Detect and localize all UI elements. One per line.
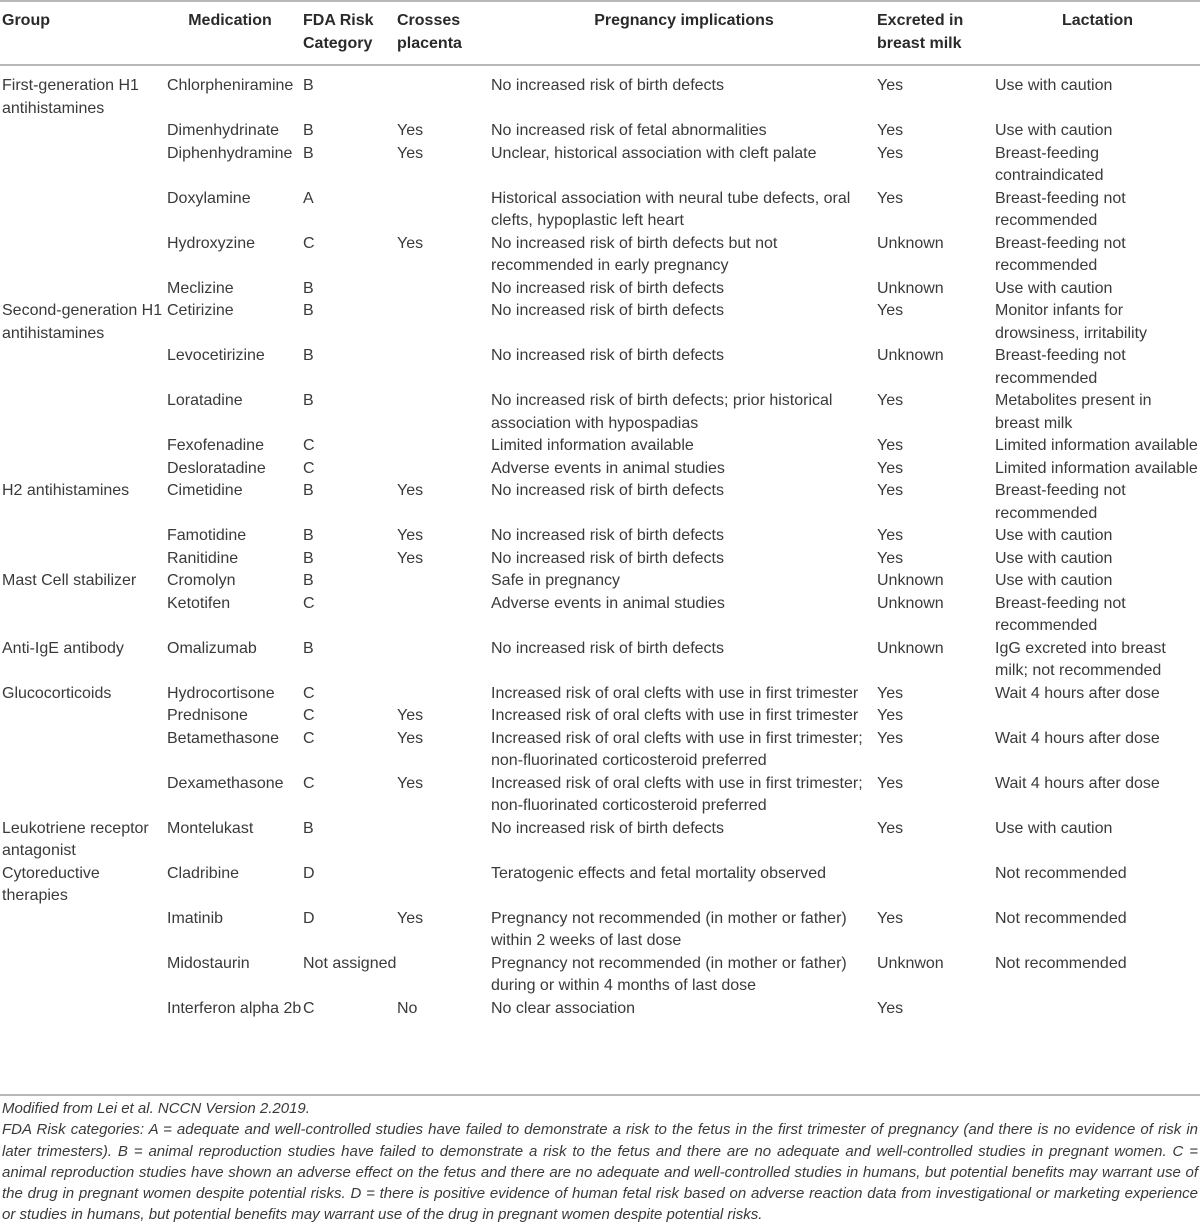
cell-lactation: Not recommended [995, 909, 1127, 927]
cell-fda: B [303, 549, 314, 567]
cell-crosses [397, 638, 491, 683]
cell-excreted: Yes [877, 819, 904, 837]
cell-lactation: Breast-feeding not recommended [995, 482, 1126, 522]
cell-crosses [397, 953, 491, 998]
cell-pregnancy: No increased risk of birth defects [491, 549, 724, 567]
cell-pregnancy: Safe in pregnancy [491, 572, 620, 589]
cell-pregnancy: No increased risk of fetal abnormalities [491, 122, 767, 139]
table-body [0, 65, 1200, 1020]
cell-medication: Desloratadine [167, 459, 266, 477]
cell-group: H2 antihistamines [2, 482, 130, 499]
cell-pregnancy: No clear association [491, 999, 636, 1017]
cell-lactation: Breast-feeding not recommended [995, 189, 1126, 229]
cell-group [0, 953, 167, 998]
cell-medication: Diphenhydramine [167, 144, 293, 162]
cell-group [0, 728, 167, 773]
cell-fda: B [303, 527, 314, 544]
table-row [0, 705, 1200, 728]
cell-pregnancy: No increased risk of birth defects but not recommended in early pregnancy [491, 234, 778, 274]
cell-fda: C [303, 774, 315, 792]
cell-pregnancy: No increased risk of birth defects [491, 347, 724, 364]
cell-fda: B [303, 639, 314, 657]
table-row [0, 188, 1200, 233]
cell-medication: Interferon alpha 2b [167, 999, 302, 1017]
cell-medication: Ranitidine [167, 549, 239, 567]
table-row [0, 728, 1200, 773]
cell-lactation: Use with caution [995, 279, 1113, 297]
cell-crosses: Yes [397, 774, 424, 792]
cell-group [0, 345, 167, 390]
cell-medication: Doxylamine [167, 189, 251, 207]
cell-lactation: Monitor infants for drowsiness, irritability [995, 302, 1148, 342]
cell-pregnancy: Adverse events in animal studies [491, 459, 725, 477]
cell-group [0, 705, 167, 728]
table-row [0, 525, 1200, 548]
cell-pregnancy: Pregnancy not recommended (in mother or father) during or within 4 months of last dose [491, 954, 847, 994]
footnote-fda-categories: FDA Risk categories: A = adequate and well-controlled studies have failed to demonstrate a risk to the fetus in the first trimester of pregnancy (and there is no evidence of risk in later trimesters). B = animal reproduction studies have failed to demonstrate a risk to the fetus and there are no adequate and well-controlled studies in pregnant women. C = animal reproduction studies have shown an adverse effect on the fetus and there are no adequate and well-controlled studies in humans, but potential benefits may warrant use of the drug in pregnant women despite potential risks. D = there is positive evidence of human fetal risk based on adverse reaction data from investigational or marketing experience or studies in humans, but potential benefits may warrant use of the drug in pregnant women despite potential risks. [2, 1121, 1198, 1224]
table-row [0, 480, 1200, 525]
cell-group [0, 458, 167, 481]
table-row [0, 120, 1200, 143]
cell-pregnancy: No increased risk of birth defects; prior historical association with hypospadias [491, 392, 833, 432]
table-bottom-rule [0, 1094, 1200, 1096]
cell-pregnancy: Increased risk of oral clefts with use in first trimester [491, 707, 859, 724]
cell-group [0, 143, 167, 188]
cell-excreted: Yes [877, 144, 904, 162]
cell-group [0, 593, 167, 638]
table-row [0, 548, 1200, 571]
cell-medication: Dimenhydrinate [167, 122, 280, 139]
cell-pregnancy: No increased risk of birth defects [491, 279, 724, 297]
cell-crosses: Yes [397, 729, 424, 747]
cell-crosses [397, 300, 491, 345]
cell-excreted: Yes [877, 189, 904, 207]
cell-medication: Dexamethasone [167, 774, 284, 792]
cell-fda: A [303, 189, 314, 207]
table-row [0, 345, 1200, 390]
cell-medication: Hydroxyzine [167, 234, 256, 252]
cell-lactation: Wait 4 hours after dose [995, 684, 1160, 702]
cell-crosses [397, 570, 491, 593]
header-row [0, 0, 1200, 65]
cell-lactation: Breast-feeding not recommended [995, 347, 1126, 387]
cell-fda: B [303, 122, 314, 139]
cell-group [0, 773, 167, 818]
cell-excreted: Yes [877, 729, 904, 747]
table-row [0, 683, 1200, 706]
cell-excreted: Yes [877, 437, 904, 454]
cell-fda: B [303, 77, 314, 94]
cell-excreted: Yes [877, 482, 904, 499]
cell-fda: B [303, 144, 314, 162]
table-row [0, 818, 1200, 863]
cell-pregnancy: No increased risk of birth defects [491, 77, 724, 94]
cell-excreted: Yes [877, 684, 904, 702]
header-lactation: Lactation [1061, 12, 1134, 29]
cell-excreted: Yes [877, 527, 904, 544]
cell-pregnancy: No increased risk of birth defects [491, 482, 724, 499]
cell-medication: Betamethasone [167, 729, 280, 747]
cell-crosses: No [397, 999, 418, 1017]
cell-group [0, 390, 167, 435]
footnote-source: Modified from Lei et al. NCCN Version 2.2019. [2, 1100, 310, 1117]
cell-lactation: Breast-feeding not recommended [995, 234, 1126, 274]
cell-fda: C [303, 459, 315, 477]
cell-lactation: IgG excreted into breast milk; not recommended [995, 639, 1166, 679]
cell-crosses [397, 345, 491, 390]
header-group: Group [2, 12, 50, 29]
cell-excreted: Unknown [877, 279, 944, 297]
cell-lactation: Limited information available [995, 459, 1198, 477]
cell-lactation [995, 705, 1200, 728]
cell-excreted: Yes [877, 122, 904, 139]
cell-pregnancy: Historical association with neural tube defects, oral clefts, hypoplastic left heart [491, 189, 851, 229]
cell-medication: Cladribine [167, 864, 240, 882]
cell-pregnancy: Adverse events in animal studies [491, 594, 725, 612]
header-fda-risk-category: FDA Risk Category [303, 12, 374, 52]
cell-medication: Montelukast [167, 819, 254, 837]
cell-excreted: Unknown [877, 572, 944, 589]
cell-group [0, 278, 167, 301]
cell-pregnancy: No increased risk of birth defects [491, 639, 724, 657]
cell-medication: Imatinib [167, 909, 224, 927]
cell-group: First-generation H1 antihistamines [2, 77, 139, 117]
cell-lactation: Breast-feeding contraindicated [995, 144, 1104, 184]
cell-group: Leukotriene receptor antagonist [2, 819, 149, 859]
cell-medication: Midostaurin [167, 954, 250, 972]
cell-lactation: Use with caution [995, 77, 1113, 94]
table-row [0, 863, 1200, 908]
cell-pregnancy: No increased risk of birth defects [491, 819, 724, 837]
cell-medication: Chlorpheniramine [167, 77, 294, 94]
cell-excreted: Yes [877, 77, 904, 94]
cell-medication: Ketotifen [167, 594, 231, 612]
cell-crosses: Yes [397, 549, 424, 567]
cell-crosses: Yes [397, 527, 424, 544]
cell-excreted: Unknown [877, 347, 944, 364]
cell-fda: D [303, 909, 315, 927]
cell-excreted: Yes [877, 999, 904, 1017]
cell-crosses [397, 683, 491, 706]
cell-excreted: Yes [877, 909, 904, 927]
cell-group [0, 525, 167, 548]
cell-crosses: Yes [397, 707, 424, 724]
cell-fda: B [303, 482, 314, 499]
cell-crosses [397, 458, 491, 481]
cell-group: Second-generation H1 antihistamines [2, 302, 163, 342]
cell-medication: Loratadine [167, 392, 243, 409]
cell-medication: Omalizumab [167, 639, 257, 657]
cell-medication: Cimetidine [167, 482, 243, 499]
cell-crosses [397, 818, 491, 863]
cell-crosses [397, 390, 491, 435]
cell-pregnancy: Increased risk of oral clefts with use in first trimester [491, 684, 859, 702]
cell-medication: Cromolyn [167, 572, 236, 589]
cell-excreted: Unknown [877, 639, 944, 657]
table-row [0, 953, 1200, 998]
table-row [0, 593, 1200, 638]
cell-fda: B [303, 279, 314, 297]
cell-group [0, 233, 167, 278]
cell-medication: Prednisone [167, 707, 248, 724]
table-row [0, 435, 1200, 458]
cell-lactation [995, 998, 1200, 1021]
cell-crosses [397, 278, 491, 301]
cell-excreted: Unknown [877, 594, 944, 612]
table-row [0, 143, 1200, 188]
cell-group [0, 908, 167, 953]
cell-excreted: Yes [877, 707, 904, 724]
cell-group [0, 120, 167, 143]
cell-medication: Meclizine [167, 279, 234, 297]
cell-lactation: Breast-feeding not recommended [995, 594, 1126, 634]
cell-group: Anti-IgE antibody [2, 639, 124, 657]
cell-group: Mast Cell stabilizer [2, 572, 137, 589]
cell-pregnancy: Limited information available [491, 437, 694, 454]
cell-group [0, 188, 167, 233]
cell-fda: B [303, 392, 314, 409]
table-row [0, 278, 1200, 301]
cell-lactation: Wait 4 hours after dose [995, 774, 1160, 792]
cell-excreted: Yes [877, 392, 904, 409]
cell-lactation: Use with caution [995, 819, 1113, 837]
table-row [0, 570, 1200, 593]
cell-crosses: Yes [397, 122, 424, 139]
cell-medication: Hydrocortisone [167, 684, 275, 702]
table-header [0, 0, 1200, 65]
cell-crosses [397, 65, 491, 120]
table-row [0, 65, 1200, 120]
cell-fda: C [303, 234, 315, 252]
header-excreted-in-breast-milk: Excreted in breast milk [877, 12, 964, 52]
table-row [0, 458, 1200, 481]
table-footnotes [2, 1098, 1198, 1226]
cell-fda: C [303, 684, 315, 702]
cell-pregnancy: Increased risk of oral clefts with use in first trimester; non-fluorinated corticosteroid preferred [491, 729, 863, 769]
cell-fda: B [303, 302, 314, 319]
cell-pregnancy: Pregnancy not recommended (in mother or father) within 2 weeks of last dose [491, 909, 847, 949]
cell-medication: Levocetirizine [167, 347, 265, 364]
cell-pregnancy: Increased risk of oral clefts with use in first trimester; non-fluorinated corticosteroid preferred [491, 774, 863, 814]
cell-fda: B [303, 572, 314, 589]
table-row [0, 773, 1200, 818]
cell-fda: C [303, 999, 315, 1017]
cell-lactation: Use with caution [995, 122, 1113, 139]
cell-group [0, 998, 167, 1021]
header-crosses-placenta: Crosses placenta [397, 12, 462, 52]
cell-medication: Famotidine [167, 527, 247, 544]
cell-crosses [397, 435, 491, 458]
cell-excreted: Yes [877, 774, 904, 792]
cell-fda: C [303, 437, 315, 454]
table-row [0, 638, 1200, 683]
cell-group [0, 548, 167, 571]
table-row [0, 300, 1200, 345]
cell-fda: Not assigned [303, 954, 397, 972]
cell-excreted: Unknwon [877, 954, 944, 972]
cell-group: Glucocorticoids [2, 684, 112, 702]
table-row [0, 233, 1200, 278]
cell-group: Cytoreductive therapies [2, 864, 100, 904]
cell-lactation: Metabolites present in breast milk [995, 392, 1152, 432]
cell-lactation: Wait 4 hours after dose [995, 729, 1160, 747]
cell-crosses: Yes [397, 144, 424, 162]
cell-lactation: Not recommended [995, 864, 1127, 882]
cell-crosses [397, 188, 491, 233]
cell-crosses [397, 593, 491, 638]
cell-medication: Cetirizine [167, 302, 234, 319]
cell-fda: D [303, 864, 315, 882]
cell-fda: B [303, 347, 314, 364]
cell-pregnancy: No increased risk of birth defects [491, 527, 724, 544]
cell-crosses [397, 863, 491, 908]
header-pregnancy-implications: Pregnancy implications [594, 12, 774, 29]
table-row [0, 908, 1200, 953]
cell-pregnancy: No increased risk of birth defects [491, 302, 724, 319]
cell-lactation: Use with caution [995, 572, 1113, 589]
table-row [0, 390, 1200, 435]
cell-excreted [877, 863, 995, 908]
cell-lactation: Limited information available [995, 437, 1198, 454]
cell-pregnancy: Teratogenic effects and fetal mortality observed [491, 864, 826, 882]
cell-lactation: Not recommended [995, 954, 1127, 972]
cell-crosses: Yes [397, 482, 424, 499]
cell-crosses: Yes [397, 909, 424, 927]
cell-lactation: Use with caution [995, 527, 1113, 544]
cell-lactation: Use with caution [995, 549, 1113, 567]
cell-pregnancy: Unclear, historical association with cleft palate [491, 144, 817, 162]
cell-group [0, 435, 167, 458]
cell-fda: B [303, 819, 314, 837]
header-medication: Medication [188, 12, 272, 29]
cell-fda: C [303, 594, 315, 612]
table-row [0, 998, 1200, 1021]
cell-crosses: Yes [397, 234, 424, 252]
cell-excreted: Yes [877, 549, 904, 567]
cell-excreted: Yes [877, 302, 904, 319]
cell-fda: C [303, 707, 315, 724]
cell-medication: Fexofenadine [167, 437, 264, 454]
cell-excreted: Unknown [877, 234, 944, 252]
cell-fda: C [303, 729, 315, 747]
cell-excreted: Yes [877, 459, 904, 477]
